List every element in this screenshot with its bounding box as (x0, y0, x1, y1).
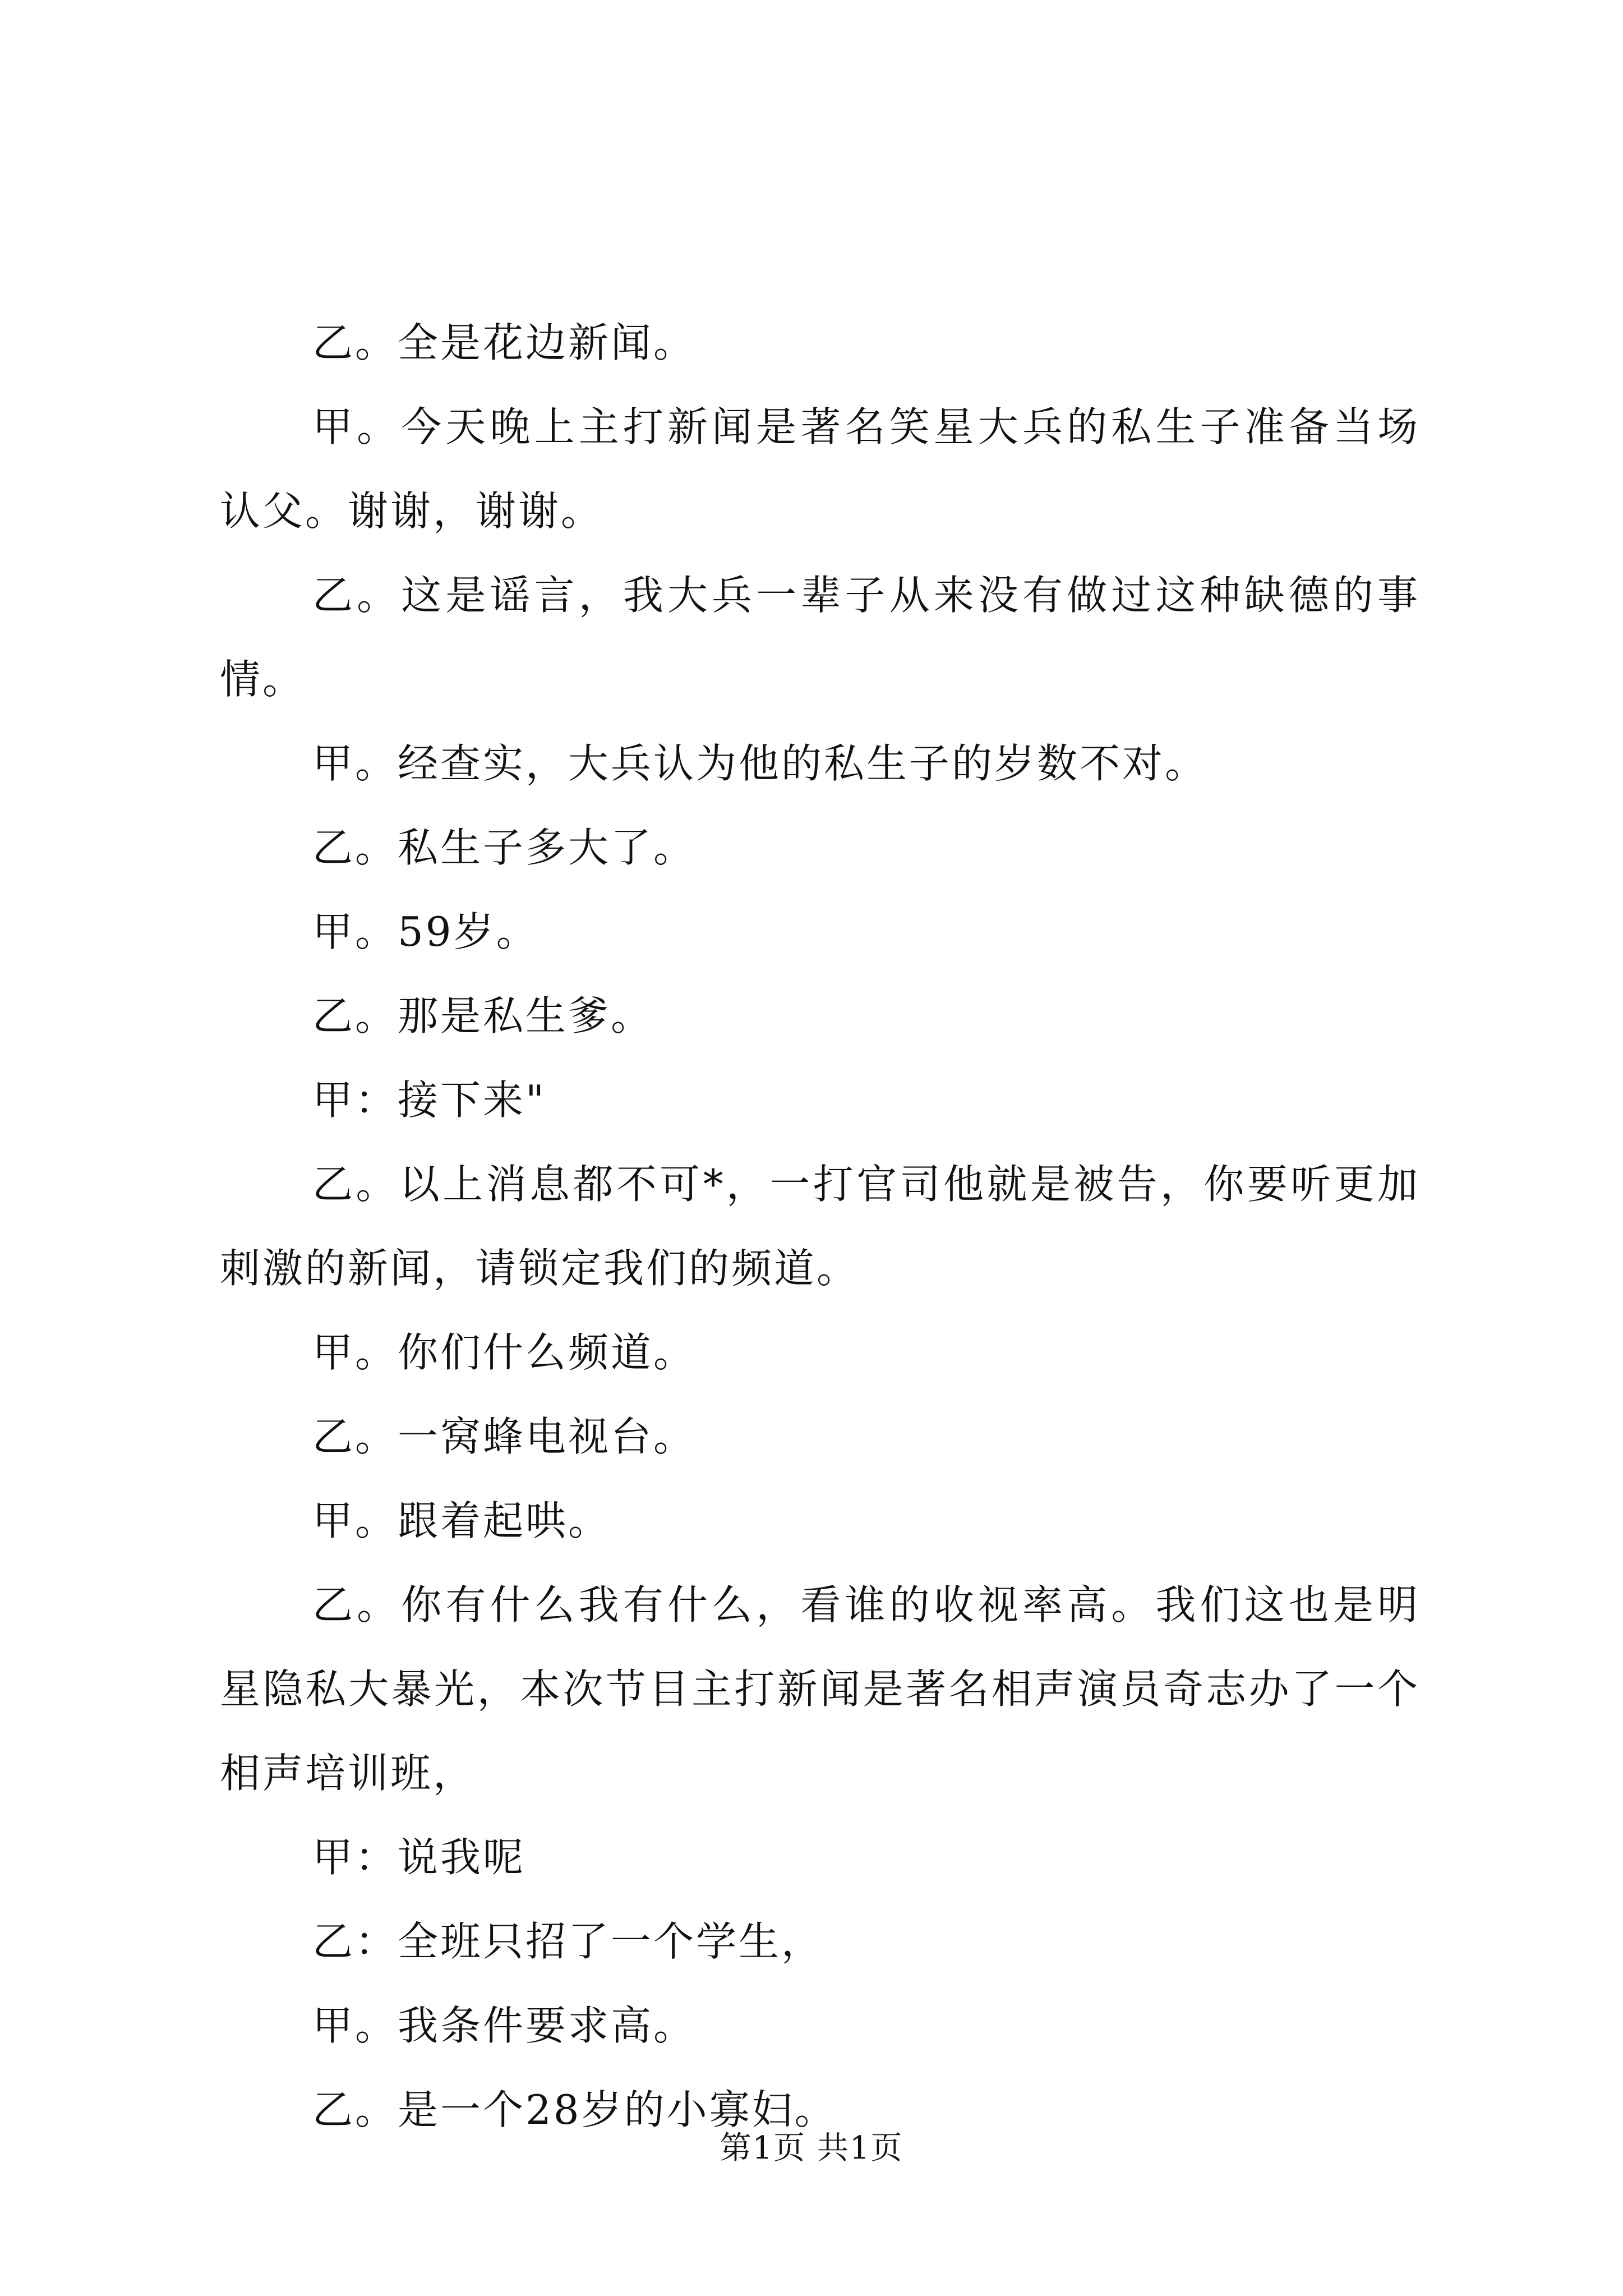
page-number-footer: 第1页 共1页 (720, 2130, 903, 2166)
dialogue-line: 甲。你们什么频道。 (312, 1329, 697, 1376)
dialogue-line: 甲。59岁。 (312, 908, 539, 955)
dialogue-line: 乙。这是谣言，我大兵一辈子从来没有做过这种缺德的事情。 (220, 572, 1420, 703)
dialogue-line: 乙。一窝蜂电视台。 (312, 1413, 697, 1460)
dialogue-line: 乙：全班只招了一个学生， (312, 1918, 824, 1965)
dialogue-line: 乙。私生子多大了。 (312, 824, 697, 871)
dialogue-line: 乙。以上消息都不可*，一打官司他就是被告，你要听更加刺激的新闻，请锁定我们的频道。 (220, 1161, 1420, 1292)
dialogue-line: 乙。你有什么我有什么，看谁的收视率高。我们这也是明星隐私大暴光，本次节目主打新闻是著名相声演员奇志办了一个相声培训班， (220, 1581, 1420, 1797)
dialogue-line: 乙。全是花边新闻。 (312, 319, 697, 366)
dialogue-line: 甲。跟着起哄。 (312, 1497, 611, 1544)
dialogue-body (220, 301, 1420, 2152)
dialogue-line: 甲。经查实，大兵认为他的私生子的岁数不对。 (312, 740, 1208, 787)
dialogue-line: 甲：说我呢 (312, 1834, 526, 1881)
dialogue-line: 甲。我条件要求高。 (312, 2002, 697, 2049)
dialogue-line: 甲：接下来" (312, 1076, 547, 1124)
dialogue-line: 甲。今天晚上主打新闻是著名笑星大兵的私生子准备当场认父。谢谢，谢谢。 (220, 403, 1420, 535)
dialogue-line: 乙。是一个28岁的小寡妇。 (312, 2086, 837, 2133)
dialogue-line: 乙。那是私生爹。 (312, 992, 654, 1039)
